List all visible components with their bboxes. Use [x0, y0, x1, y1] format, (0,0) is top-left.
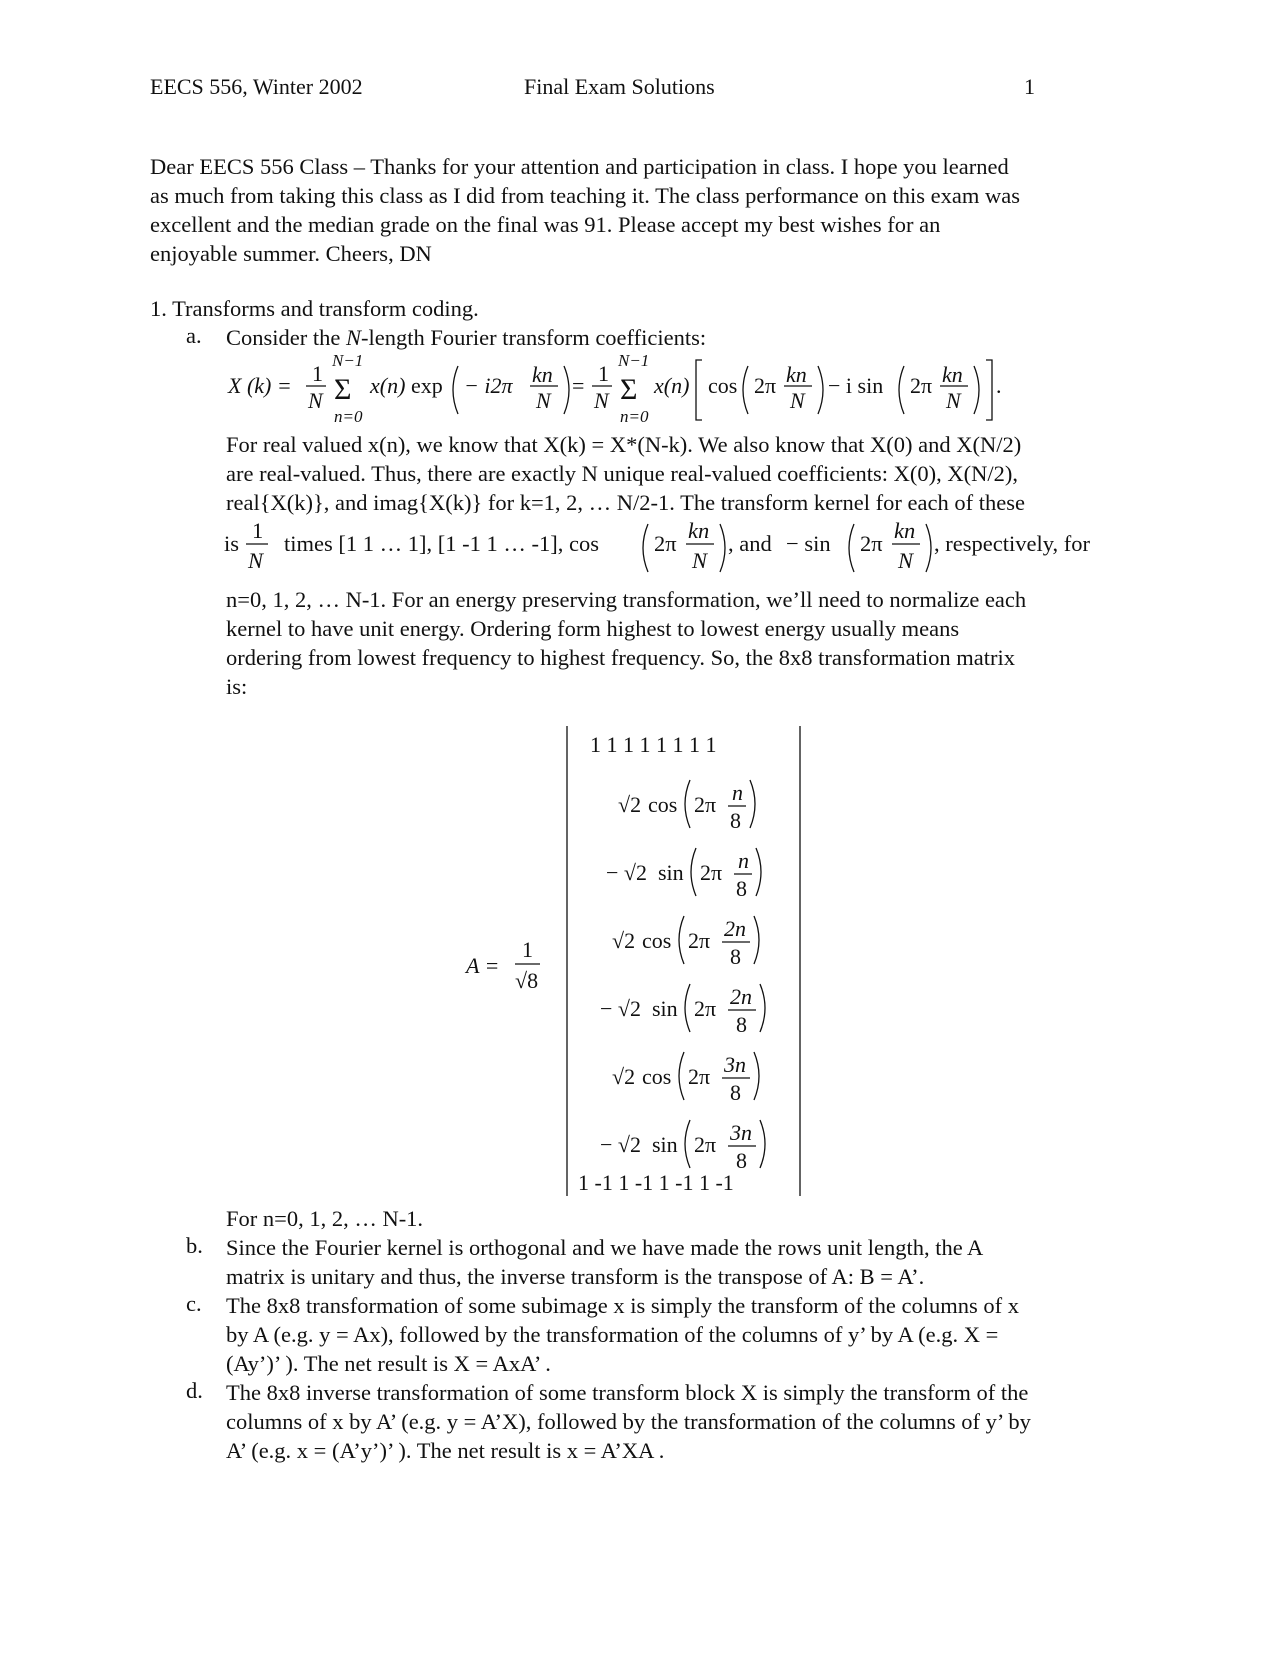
eq-cos: cos — [708, 373, 738, 398]
intro-line: as much from taking this class as I did from teaching it. The class performance on this exam was — [150, 183, 1020, 208]
row-sqrt2: √2 — [612, 928, 636, 953]
eq-N: N — [946, 388, 961, 413]
part-c-body — [226, 1291, 1126, 1378]
body-line: columns of x by A’ (e.g. y = A’X), followed by the transformation of the columns of y’ by — [226, 1409, 1031, 1434]
right-paren — [754, 916, 759, 964]
left-paren — [685, 780, 690, 828]
document-title: Final Exam Solutions — [524, 74, 715, 99]
eq-2pi: 2π — [754, 373, 777, 398]
eq-xn: x(n) — [370, 373, 406, 398]
lead-var: N — [345, 325, 361, 350]
right-paren — [756, 848, 761, 896]
body-line: For real valued x(n), we know that X(k) = X*(N-k). We also know that X(0) and X(N/2) — [226, 432, 1022, 457]
eq-frac-den: N — [308, 388, 323, 413]
part-a-lead — [226, 323, 1126, 352]
eq-period: . — [996, 373, 1002, 398]
row-den: 8 — [730, 808, 741, 833]
row-den: 8 — [736, 1012, 747, 1037]
right-paren — [760, 1120, 765, 1168]
eq-exp: exp — [411, 373, 443, 398]
kernel-line — [224, 516, 1104, 580]
lead-text: Consider the — [226, 325, 346, 350]
eq-frac-num: 1 — [312, 361, 323, 386]
left-paren — [643, 524, 648, 572]
row-neg-sqrt2: − √2 — [600, 1132, 641, 1157]
kernel-N: N — [692, 548, 708, 573]
eq-equals: = — [572, 373, 585, 398]
question-1-heading: 1. Transforms and transform coding. — [150, 296, 479, 321]
intro-paragraph — [150, 152, 1135, 268]
part-b-letter: b. — [186, 1233, 203, 1258]
row-2pi: 2π — [688, 1064, 711, 1089]
transformation-matrix — [460, 722, 840, 1202]
body-line: Since the Fourier kernel is orthogonal and we have made the rows unit length, the A — [226, 1235, 984, 1260]
kernel-and: , and — [728, 531, 772, 556]
eq-sum-lower: n=0 — [334, 407, 363, 426]
right-paren — [818, 366, 823, 414]
body-line: The 8x8 transformation of some subimage x is simply the transform of the columns of x — [226, 1293, 1019, 1318]
row-sqrt2: √2 — [612, 1064, 636, 1089]
left-paren — [679, 1052, 684, 1100]
eq-minus-i2pi: − i2π — [464, 373, 513, 398]
eq-kn: kn — [786, 362, 807, 387]
matrix-row-last: 1 -1 1 -1 1 -1 1 -1 — [578, 1170, 734, 1195]
left-paren — [685, 1120, 690, 1168]
row-den: 8 — [736, 876, 747, 901]
matrix-row-first: 1 1 1 1 1 1 1 1 — [590, 732, 717, 757]
body-line: by A (e.g. y = Ax), followed by the transformation of the columns of y’ by A (e.g. X = — [226, 1322, 999, 1347]
kernel-is: is — [224, 531, 240, 556]
row-den: 8 — [736, 1148, 747, 1173]
body-line: (Ay’)’ ). The net result is X = AxA’ . — [226, 1351, 551, 1376]
left-paren — [679, 916, 684, 964]
right-paren — [974, 366, 979, 414]
right-paren — [720, 524, 725, 572]
part-b-body — [226, 1233, 1126, 1291]
body-line: real{X(k)}, and imag{X(k)} for k=1, 2, … N/2-1. The transform kernel for each of these — [226, 490, 1025, 515]
row-2pi: 2π — [700, 860, 723, 885]
intro-line: Dear EECS 556 Class – Thanks for your attention and participation in class. I hope you learned — [150, 154, 1009, 179]
eq-sum-upper: N−1 — [618, 352, 650, 370]
right-paren — [926, 524, 931, 572]
kernel-kn: kn — [894, 518, 916, 543]
kernel-frac-num: 1 — [252, 518, 264, 543]
row-2pi: 2π — [694, 996, 717, 1021]
left-paren — [453, 366, 458, 414]
row-neg-sqrt2: − √2 — [606, 860, 647, 885]
right-bracket — [986, 360, 992, 420]
row-num: n — [738, 848, 749, 873]
left-paren — [849, 524, 854, 572]
left-paren — [743, 366, 748, 414]
part-d-body — [226, 1378, 1126, 1465]
row-den: 8 — [730, 1080, 741, 1105]
body-line: is: — [226, 674, 248, 699]
intro-line: enjoyable summer. Cheers, DN — [150, 241, 432, 266]
kernel-2pi: 2π — [860, 531, 883, 556]
row-sqrt2: √2 — [618, 792, 642, 817]
row-num: n — [732, 780, 743, 805]
part-a-body-2 — [226, 585, 1126, 701]
row-num: 3n — [724, 1052, 746, 1077]
row-cos: cos — [642, 1064, 672, 1089]
row-den: 8 — [730, 944, 741, 969]
dft-equation — [220, 352, 1010, 432]
matrix-lhs: A = — [466, 953, 500, 978]
right-paren — [564, 366, 569, 414]
row-sin: sin — [658, 860, 684, 885]
row-cos: cos — [648, 792, 678, 817]
sigma-symbol: Σ — [620, 373, 638, 406]
kernel-2pi: 2π — [654, 531, 677, 556]
sigma-symbol: Σ — [334, 373, 352, 406]
scale-num: 1 — [522, 937, 533, 962]
scale-den: √8 — [515, 968, 539, 993]
eq-kn: kn — [942, 362, 963, 387]
eq-2pi: 2π — [910, 373, 933, 398]
for-n-line: For n=0, 1, 2, … N-1. — [226, 1206, 424, 1231]
page-number: 1 — [1024, 74, 1035, 99]
kernel-kn: kn — [688, 518, 710, 543]
row-num: 2n — [724, 916, 746, 941]
left-paren — [691, 848, 696, 896]
body-line: ordering from lowest frequency to highest frequency. So, the 8x8 transformation matrix — [226, 645, 1015, 670]
row-2pi: 2π — [694, 792, 717, 817]
right-paren — [760, 984, 765, 1032]
right-paren — [754, 1052, 759, 1100]
row-2pi: 2π — [694, 1132, 717, 1157]
row-num: 3n — [730, 1120, 752, 1145]
kernel-times: times [1 1 … 1], [1 -1 1 … -1], cos — [284, 531, 599, 556]
body-line: The 8x8 inverse transformation of some transform block X is simply the transform of the — [226, 1380, 1029, 1405]
body-line: n=0, 1, 2, … N-1. For an energy preserving transformation, we’ll need to normalize each — [226, 587, 1027, 612]
eq-sum-upper: N−1 — [332, 352, 364, 370]
kernel-respectively: , respectively, for — [934, 531, 1090, 556]
eq-kn: kn — [532, 362, 553, 387]
part-c-letter: c. — [186, 1291, 202, 1316]
eq-N: N — [790, 388, 805, 413]
left-paren — [685, 984, 690, 1032]
right-paren — [750, 780, 755, 828]
course-header: EECS 556, Winter 2002 — [150, 74, 363, 99]
row-sin: sin — [652, 996, 678, 1021]
eq-minus-i-sin: − i sin — [828, 373, 884, 398]
row-cos: cos — [642, 928, 672, 953]
part-a-body — [226, 430, 1126, 517]
kernel-frac-den: N — [248, 548, 264, 573]
row-neg-sqrt2: − √2 — [600, 996, 641, 1021]
body-line: kernel to have unit energy. Ordering form highest to lowest energy usually means — [226, 616, 960, 641]
eq-frac-num: 1 — [598, 361, 609, 386]
left-bracket — [696, 360, 702, 420]
kernel-minus-sin: − sin — [786, 531, 831, 556]
row-2pi: 2π — [688, 928, 711, 953]
eq-N: N — [536, 388, 551, 413]
intro-line: excellent and the median grade on the final was 91. Please accept my best wishes for an — [150, 212, 941, 237]
eq-lhs: X (k) = — [228, 373, 292, 398]
row-num: 2n — [730, 984, 752, 1009]
lead-text: -length Fourier transform coefficients: — [361, 325, 707, 350]
eq-xn: x(n) — [654, 373, 690, 398]
left-paren — [899, 366, 904, 414]
part-d-letter: d. — [186, 1378, 203, 1403]
eq-frac-den: N — [594, 388, 609, 413]
row-sin: sin — [652, 1132, 678, 1157]
body-line: matrix is unitary and thus, the inverse transform is the transpose of A: B = A’. — [226, 1264, 925, 1289]
body-line: A’ (e.g. x = (A’y’)’ ). The net result is x = A’XA . — [226, 1438, 665, 1463]
kernel-N: N — [898, 548, 914, 573]
body-line: are real-valued. Thus, there are exactly N unique real-valued coefficients: X(0), X(N/2), — [226, 461, 1018, 486]
part-a-letter: a. — [186, 323, 202, 348]
eq-sum-lower: n=0 — [620, 407, 649, 426]
